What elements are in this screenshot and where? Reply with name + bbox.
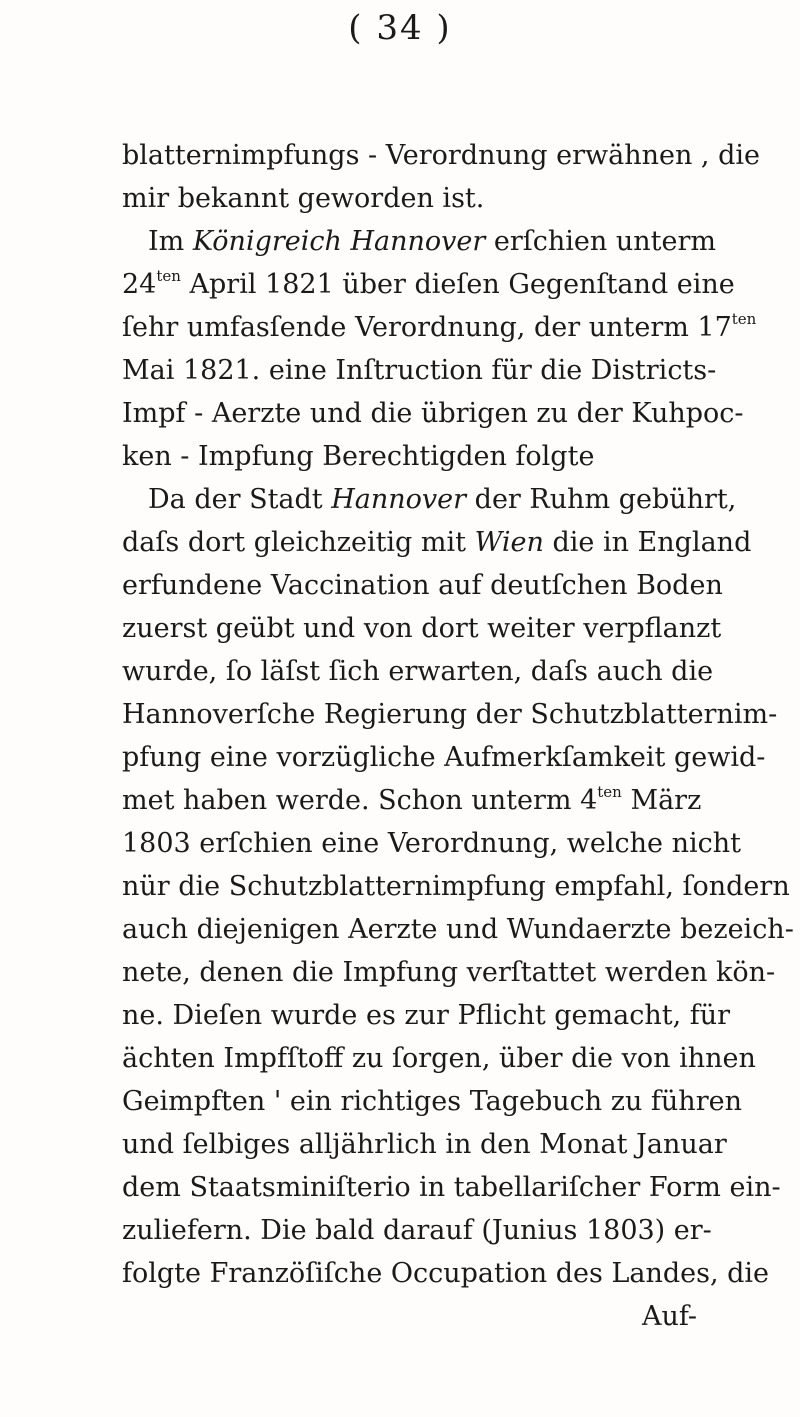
- text-line: 1803 erſchien eine Verordnung, welche nicht: [122, 828, 741, 859]
- text-line: ne. Dieſen wurde es zur Pflicht gemacht, für: [122, 1000, 731, 1031]
- catchword: Auf-: [641, 1301, 697, 1332]
- text-line: daſs dort gleichzeitig mit Wien die in England: [122, 527, 752, 558]
- text-line: met haben werde. Schon unterm $4^{ten}$ März: [122, 783, 702, 816]
- text-line: ken - Impfung Berechtigden folgte: [122, 441, 595, 472]
- text-line: Hannoverſche Regierung der Schutzblatternim-: [122, 699, 778, 730]
- text-line: zuliefern. Die bald darauf (Junius 1803) er-: [122, 1215, 712, 1246]
- text-line: und ſelbiges alljährlich in den Monat Januar: [122, 1129, 727, 1160]
- text-line: erfundene Vaccination auf deutſchen Boden: [122, 570, 723, 601]
- text-line: Im Königreich Hannover erſchien unterm: [148, 226, 716, 257]
- text-line: wurde, ſo läſst ſich erwarten, daſs auch die: [122, 656, 714, 687]
- text-line: Impf - Aerzte und die übrigen zu der Kuhpoc-: [122, 398, 744, 429]
- text-line: nür die Schutzblatternimpfung empfahl, ſondern: [122, 871, 790, 902]
- text-line: $24^{ten}$ April 1821 über dieſen Gegenſtand eine: [122, 267, 735, 300]
- text-line: Mai 1821. eine Inſtruction für die Districts-: [122, 355, 717, 386]
- text-line: Geimpften ' ein richtiges Tagebuch zu führen: [122, 1086, 742, 1117]
- text-line: auch diejenigen Aerzte und Wundaerzte bezeich-: [122, 914, 794, 945]
- text-line: ächten Impfſtoff zu ſorgen, über die von ihnen: [122, 1043, 756, 1074]
- text-line: nete, denen die Impfung verſtattet werden kön-: [122, 957, 776, 988]
- text-line: mir bekannt geworden ist.: [122, 183, 485, 214]
- text-line: pfung eine vorzügliche Aufmerkſamkeit gewid-: [122, 742, 766, 773]
- text-line: folgte Franzöſiſche Occupation des Landes, die: [122, 1258, 770, 1289]
- text-line: Da der Stadt Hannover der Ruhm gebührt,: [148, 484, 737, 515]
- text-line: dem Staatsminiſterio in tabellariſcher Form ein-: [122, 1172, 781, 1203]
- text-line: ſehr umfasſende Verordnung, der unterm $17^{ten}$: [122, 310, 757, 343]
- text-line: zuerst geübt und von dort weiter verpflanzt: [122, 613, 722, 644]
- text-line: blatternimpfungs - Verordnung erwähnen , die: [122, 140, 760, 171]
- page-number: ( 34 ): [348, 8, 452, 48]
